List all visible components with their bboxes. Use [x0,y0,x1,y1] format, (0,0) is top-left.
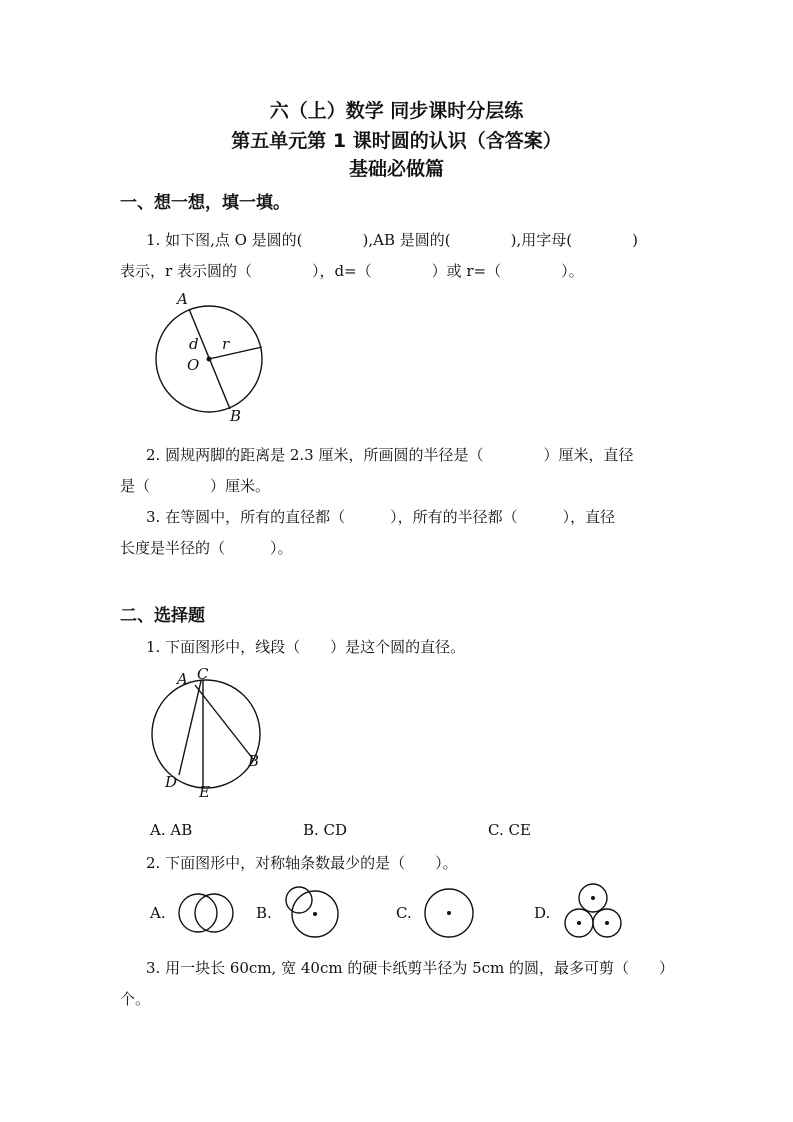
s2-q3-line2: 个。 [120,990,151,1008]
s1-q3-line2: 长度是半径的（ ）。 [120,539,293,557]
label-o: O [187,356,200,374]
s1-q1-line2: 表示，r 表示圆的（ ），d=（ ）或 r=（ ）。 [120,262,584,280]
label2-c: C [197,665,209,683]
s2-q1-option-a[interactable]: A. AB [150,821,193,839]
s2-q1-option-c[interactable]: C. CE [488,821,531,839]
s2-q1-option-b[interactable]: B. CD [303,821,348,839]
s2-q2-option-d[interactable]: D. [534,904,551,922]
circle-diagram-1 [150,290,280,430]
s1-q2-line2: 是（ ）厘米。 [120,477,271,495]
circle-diagram-2 [150,664,275,804]
s2-q2-text: 2. 下面图形中，对称轴条数最少的是（ ）。 [146,854,458,872]
shape-two-overlapping-circles [176,890,238,936]
label-b: B [230,407,242,425]
section2-heading: 二、选择题 [120,606,205,626]
s1-q3-line1: 3. 在等圆中，所有的直径都（ ），所有的半径都（ ），直径 [146,508,616,526]
shape-single-circle [420,885,478,941]
label2-e: E [199,783,210,801]
label2-a: A [177,670,188,688]
shape-small-and-large-circle [283,884,341,940]
label2-b: B [248,752,260,770]
label-d: d [189,335,199,353]
s2-q3-line1: 3. 用一块长 60cm, 宽 40cm 的硬卡纸剪半径为 5cm 的圆，最多可剪（ ） [146,959,675,977]
s1-q2-line1: 2. 圆规两脚的距离是 2.3 厘米，所画圆的半径是（ ）厘米，直径 [146,446,634,464]
chord-cd [179,681,201,775]
label-a: A [177,290,188,308]
page-subtitle: 第五单元第 1 课时圆的认识（含答案） [231,130,562,152]
s2-q2-option-a[interactable]: A. [150,904,166,922]
section1-heading: 一、想一想，填一填。 [120,193,290,213]
radius-r [209,347,262,359]
circle-outline-2 [152,680,260,788]
shape-three-touching-circles [560,880,626,944]
label2-d: D [165,773,178,791]
center-point [207,357,212,362]
s1-q1-line1: 1. 如下图,点 O 是圆的( ),AB 是圆的( ),用字母( ) [146,231,638,249]
label-r: r [222,335,230,353]
s2-q1-text: 1. 下面图形中，线段（ ）是这个圆的直径。 [146,638,466,656]
page-title: 六（上）数学 同步课时分层练 [269,100,524,122]
s2-q2-option-b[interactable]: B. [256,904,272,922]
circle-diagram-1-svg [150,290,280,430]
s2-q2-option-c[interactable]: C. [396,904,412,922]
page-section-title: 基础必做篇 [348,158,444,180]
